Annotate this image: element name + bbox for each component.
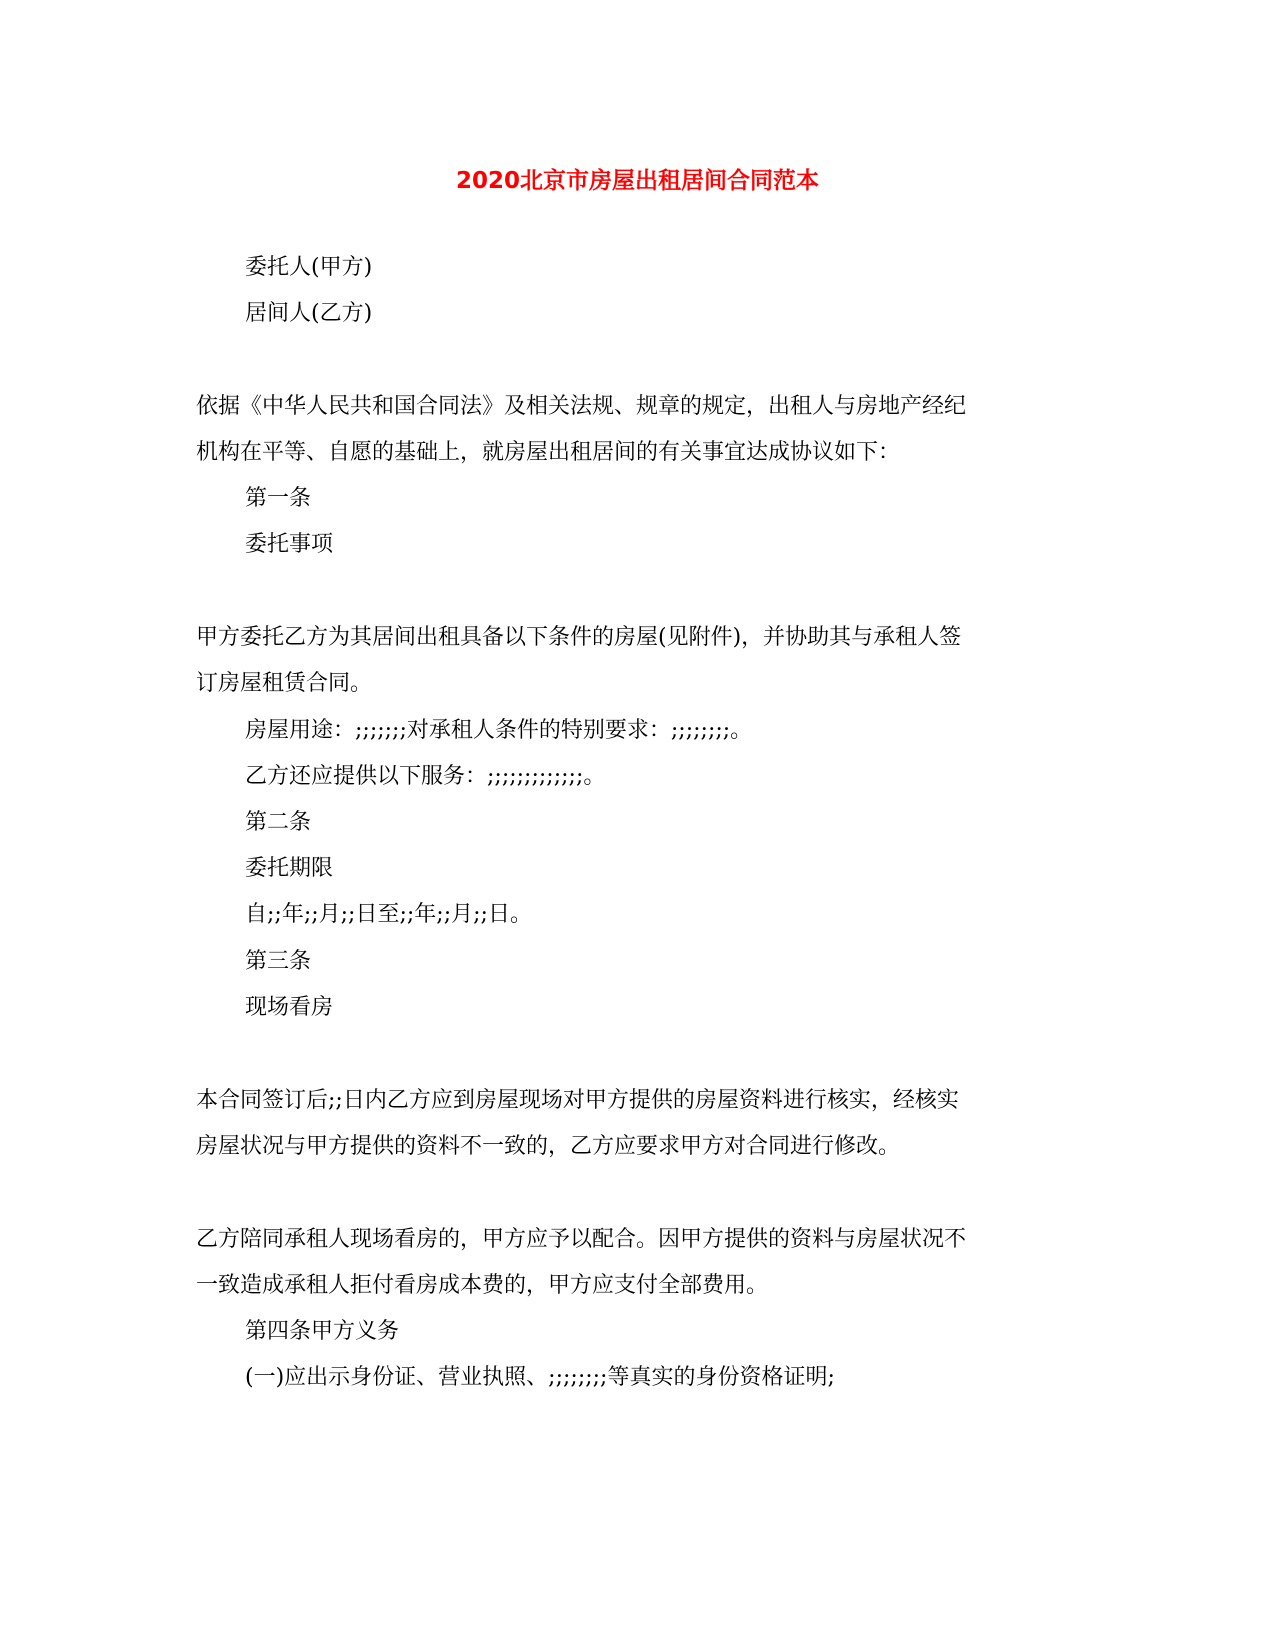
article-2-heading: 第二条 [245, 810, 312, 835]
article-3-body-line-3: 乙方陪同承租人现场看房的，甲方应予以配合。因甲方提供的资料与房屋状况不 [196, 1227, 967, 1252]
extra-services-line: 乙方还应提供以下服务：;;;;;;;;;;;;;。 [245, 764, 606, 789]
article-3-heading: 第三条 [245, 949, 312, 974]
clause-client-party: 委托人(甲方) [245, 255, 373, 280]
article-3-body-line-2: 房屋状况与甲方提供的资料不一致的，乙方应要求甲方对合同进行修改。 [196, 1134, 901, 1159]
term-period-line: 自;;年;;月;;日至;;年;;月;;日。 [245, 902, 532, 927]
article-1-heading: 第一条 [245, 486, 312, 511]
article-3-body-line-1: 本合同签订后;;日内乙方应到房屋现场对甲方提供的房屋资料进行核实，经核实 [196, 1088, 959, 1113]
article-1-body-line-2: 订房屋租赁合同。 [196, 671, 373, 696]
article-4-heading: 第四条甲方义务 [245, 1319, 400, 1344]
article-3-body-line-4: 一致造成承租人拒付看房成本费的，甲方应支付全部费用。 [196, 1273, 769, 1298]
preamble-line-2: 机构在平等、自愿的基础上，就房屋出租居间的有关事宜达成协议如下： [196, 440, 901, 465]
house-usage-line: 房屋用途：;;;;;;;对承租人条件的特别要求：;;;;;;;;。 [245, 718, 753, 743]
article-3-title: 现场看房 [245, 995, 334, 1020]
article-1-title: 委托事项 [245, 532, 334, 557]
clause-broker-party: 居间人(乙方) [245, 301, 373, 326]
preamble-line-1: 依据《中华人民共和国合同法》及相关法规、规章的规定，出租人与房地产经纪 [196, 394, 967, 419]
article-1-body-line-1: 甲方委托乙方为其居间出租具备以下条件的房屋(见附件)，并协助其与承租人签 [196, 625, 962, 650]
article-2-title: 委托期限 [245, 856, 334, 881]
article-4-item-1: (一)应出示身份证、营业执照、;;;;;;;;等真实的身份资格证明; [245, 1365, 835, 1390]
document-title: 2020北京市房屋出租居间合同范本 [455, 168, 819, 194]
